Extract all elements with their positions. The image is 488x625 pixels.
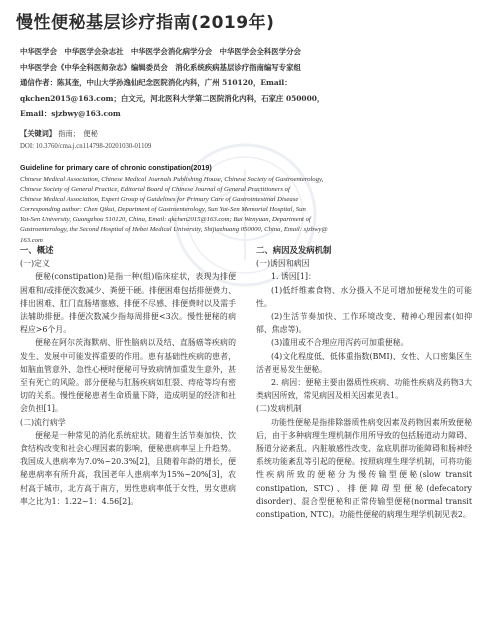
paragraph: 便秘(constipation)是指一种(组)临床症状，表现为排便困难和/或排便次数减少、粪便干硬。排便困难包括排便费力、排出困难、肛门直肠堵塞感、排便不尽感、排便费时以及需手法辅助排便。排便次数减少指每周排便<3次。慢性便秘的病程应>6个月。 <box>20 272 236 335</box>
author-line: qkchen2015@163.com；白文元，河北医科大学第二医院消化内科，石家庄 050000， <box>20 93 325 103</box>
paragraph: 功能性便秘是指排除器质性病变因素及药物因素所致便秘后，由于多种病理生理机制作用所导致的包括肠道动力障碍、肠道分泌紊乱、内脏敏感性改变、盆底肌群功能障碍和肠神经系统功能紊乱等引起的便秘。按照病理生理学机制，可将功能性疾病所致的便秘分为慢传输型便秘(slow transit constipation, STC)、排便障碍型便秘(defecatory disorder)、混合型便秘和正常传输型便秘(normal transit constipation, NTC)。功能性便秘的病理生理学机制见表2。 <box>256 417 472 520</box>
author-line: 通信作者：陈其奎，中山大学孙逸仙纪念医院消化内科，广州 510120，Email： <box>20 78 292 87</box>
english-line: Chinese Society of General Practice, Editorial Board of Chinese Journal of General Practitioners of <box>20 186 290 194</box>
list-item: (2)生活节奏加快、工作环境改变、精神心理因素(如抑郁、焦虑等)。 <box>256 312 472 335</box>
subsection-heading: (一)定义 <box>20 259 50 269</box>
english-line: Yat-Sen University, Guangzhou 510120, China, Email: qkchen2015@163.com; Bai Wenyuan, Department of <box>20 216 311 224</box>
english-line: Chinese Medical Association, Expert Group of Guidelines for Primary Care of Gastrointestinal Disease <box>20 196 299 204</box>
keywords-text: 指南； 便秘 <box>58 129 98 138</box>
section-heading: 二、病因及发病机制 <box>256 245 332 255</box>
page-title: 慢性便秘基层诊疗指南(2019年) <box>16 13 275 33</box>
paragraph: 2. 病因：便秘主要由器质性疾病、功能性疾病及药物3大类病因所致，常见病因及相关因素见表1。 <box>256 378 472 401</box>
author-line: 中华医学会《中华全科医师杂志》编辑委员会 消化系统疾病基层诊疗指南编写专家组 <box>20 62 301 72</box>
author-block <box>20 44 472 122</box>
english-line: Chinese Medical Association, Chinese Medical Journals Publishing House, Chinese Society of Gastroenterology, <box>20 176 324 183</box>
subsection-heading: (二)流行病学 <box>20 417 66 427</box>
keywords-label: 【关键词】 <box>20 129 56 138</box>
list-item: (1)低纤维素食物、水分摄入不足可增加便秘发生的可能性。 <box>256 285 472 308</box>
subsection-heading: (一)诱因和病因 <box>256 259 310 269</box>
english-line: Corresponding author: Chen Qikui, Department of Gastroenterology, Sun Yat-Sen Memorial Hospital, Sun <box>20 206 306 214</box>
section-heading: 一、概述 <box>20 245 54 255</box>
subsection-heading: (二)发病机制 <box>256 404 302 414</box>
right-column <box>256 244 472 521</box>
english-authors <box>20 175 472 246</box>
keywords <box>20 128 472 140</box>
paragraph: 便秘是一种常见的消化系统症状。随着生活节奏加快、饮食结构改变和社会心理因素的影响，便秘患病率呈上升趋势。我国成人患病率为7.0%~20.3%[2]，且随着年龄的增长，便秘患病率有所升高，我国老年人患病率为15%~20%[3]，农村高于城市，北方高于南方，男性患病率低于女性，男女患病率之比为1：1.22~1：4.56[2]。 <box>20 430 236 506</box>
list-item: (4)文化程度低、低体重指数(BMI)、女性、人口密集区生活者更易发生便秘。 <box>256 351 472 374</box>
author-line: 中华医学会 中华医学会杂志社 中华医学会消化病学分会 中华医学会全科医学分会 <box>20 47 301 56</box>
english-title: Guideline for primary care of chronic constipation(2019) <box>20 163 212 172</box>
author-line: Email：sjzbwy@163.com <box>20 109 121 118</box>
left-column <box>20 244 236 508</box>
paragraph: 便秘在阿尔茨海默病、肝性脑病以及结、直肠癌等疾病的发生、发展中可能发挥重要的作用。患有基础性疾病的患者，如脑血管意外、急性心梗时便秘可导致病情加重发生意外，甚至有死亡的风险。部分便秘与肛肠疾病如肛裂、痔疮等均有密切的关系。慢性便秘患者生命质量下降，造成明显的经济和社会负担[1]。 <box>20 338 236 414</box>
doi: DOI: 10.3760/cma.j.cn114798-20201030-01109 <box>20 143 152 150</box>
english-line: 163.com <box>20 236 43 244</box>
paragraph: 1. 诱因[1]： <box>271 272 316 282</box>
list-item: (3)滥用或不合理应用泻药可加重便秘。 <box>271 338 409 348</box>
english-line: Gastroenterology, the Second Hospital of Hebei Medical University, Shijiazhuang 050000, China, Email: sjzbwy@ <box>20 226 328 234</box>
